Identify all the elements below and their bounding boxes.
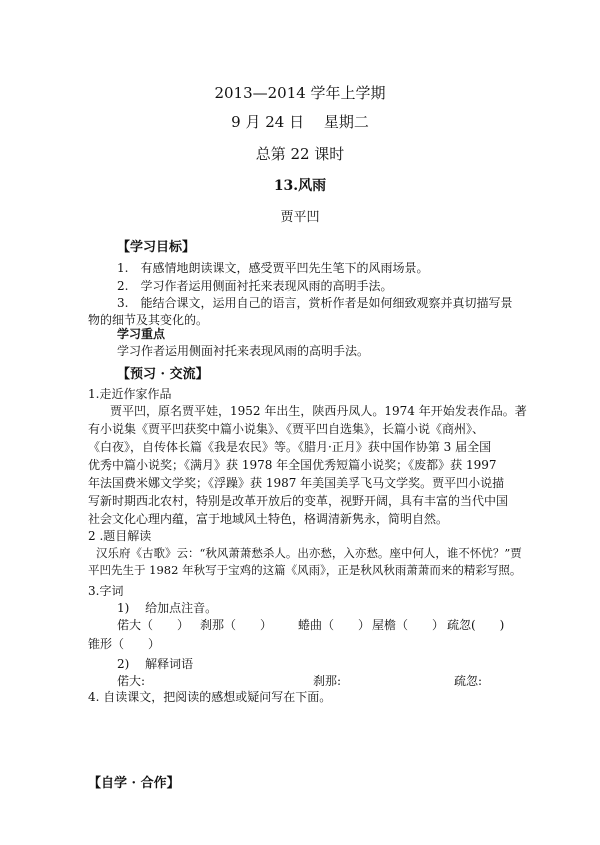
- author-bio-line: 优秀中篇小说奖；《满月》获 1978 年全国优秀短篇小说奖；《废都》获 1997: [88, 458, 497, 472]
- lesson-title: 13.风雨: [273, 178, 327, 194]
- goal-item: 1. 有感情地朗读课文，感受贾平凹先生笔下的风雨场景。: [117, 261, 429, 275]
- lesson-line: 总第 22 课时: [255, 145, 345, 163]
- goal-item: 物的细节及其变化的。: [88, 313, 209, 327]
- words-section-heading: 3.字词: [88, 584, 124, 598]
- pinyin-item: 屋檐（ ）: [372, 618, 445, 632]
- focus-text: 学习作者运用侧面衬托来表现风雨的高明手法。: [117, 344, 370, 358]
- pinyin-item: 刹那（ ）: [200, 618, 273, 632]
- author-bio-line: 社会文化心理内蕴，富于地域风土特色，格调清新隽永，简明自然。: [88, 512, 449, 526]
- author-bio-line: 《白夜》，自传体长篇《我是农民》等。《腊月·正月》获中国作协第 3 届全国: [88, 440, 492, 454]
- date-line: 9 月 24 日 星期二: [231, 113, 369, 131]
- selfstudy-heading: 【自学 · 合作】: [88, 776, 180, 791]
- pinyin-item: 锥形（ ）: [88, 637, 161, 651]
- pinyin-task-heading: 1) 给加点注音。: [117, 601, 218, 615]
- pinyin-item: 偌大（ ）: [117, 618, 190, 632]
- title-explain-line: 汉乐府《古歌》云：“秋风萧萧愁杀人。出亦愁，入亦愁。座中何人，谁不怀忧？”贾: [96, 546, 522, 560]
- author-bio-line: 写新时期西北农村，特别是改革开放后的变革，视野开阔，具有丰富的当代中国: [88, 494, 509, 508]
- author-bio-line: 有小说集《贾平凹获奖中篇小说集》、《贾平凹自选集》，长篇小说《商州》、: [88, 422, 485, 436]
- explain-item: 刹那:: [313, 674, 342, 688]
- reading-task: 4. 自读课文，把阅读的感想或疑问写在下面。: [88, 690, 332, 704]
- author-bio-line: 贾平凹，原名贾平娃，1952 年出生，陕西丹凤人。1974 年开始发表作品。著: [110, 404, 527, 418]
- focus-heading: 学习重点: [117, 327, 166, 341]
- author-bio-line: 年法国费米娜文学奖；《浮躁》获 1987 年美国美孚飞马文学奖。贾平凹小说描: [88, 476, 505, 490]
- preview-heading: 【预习 · 交流】: [117, 367, 209, 382]
- pinyin-item: 疏忽( ): [447, 618, 505, 632]
- explain-task-heading: 2) 解释词语: [117, 657, 194, 671]
- title-section-heading: 2 .题目解读: [88, 529, 152, 543]
- goal-item: 3. 能结合课文，运用自己的语言，赏析作者是如何细致观察并真切描写景: [117, 296, 513, 310]
- explain-item: 偌大:: [117, 674, 146, 688]
- explain-item: 疏忽:: [454, 674, 483, 688]
- goal-item: 2. 学习作者运用侧面衬托来表现风雨的高明手法。: [117, 279, 393, 293]
- goals-heading: 【学习目标】: [117, 240, 196, 255]
- author-name: 贾平凹: [280, 210, 320, 225]
- pinyin-item: 蜷曲（ ）: [298, 618, 371, 632]
- author-section-heading: 1.走近作家作品: [88, 387, 172, 401]
- title-explain-line: 平凹先生于 1982 年秋写于宝鸡的这篇《风雨》，正是秋风秋雨萧萧而来的精彩写照。: [88, 563, 522, 577]
- term-line: 2013—2014 学年上学期: [214, 84, 386, 102]
